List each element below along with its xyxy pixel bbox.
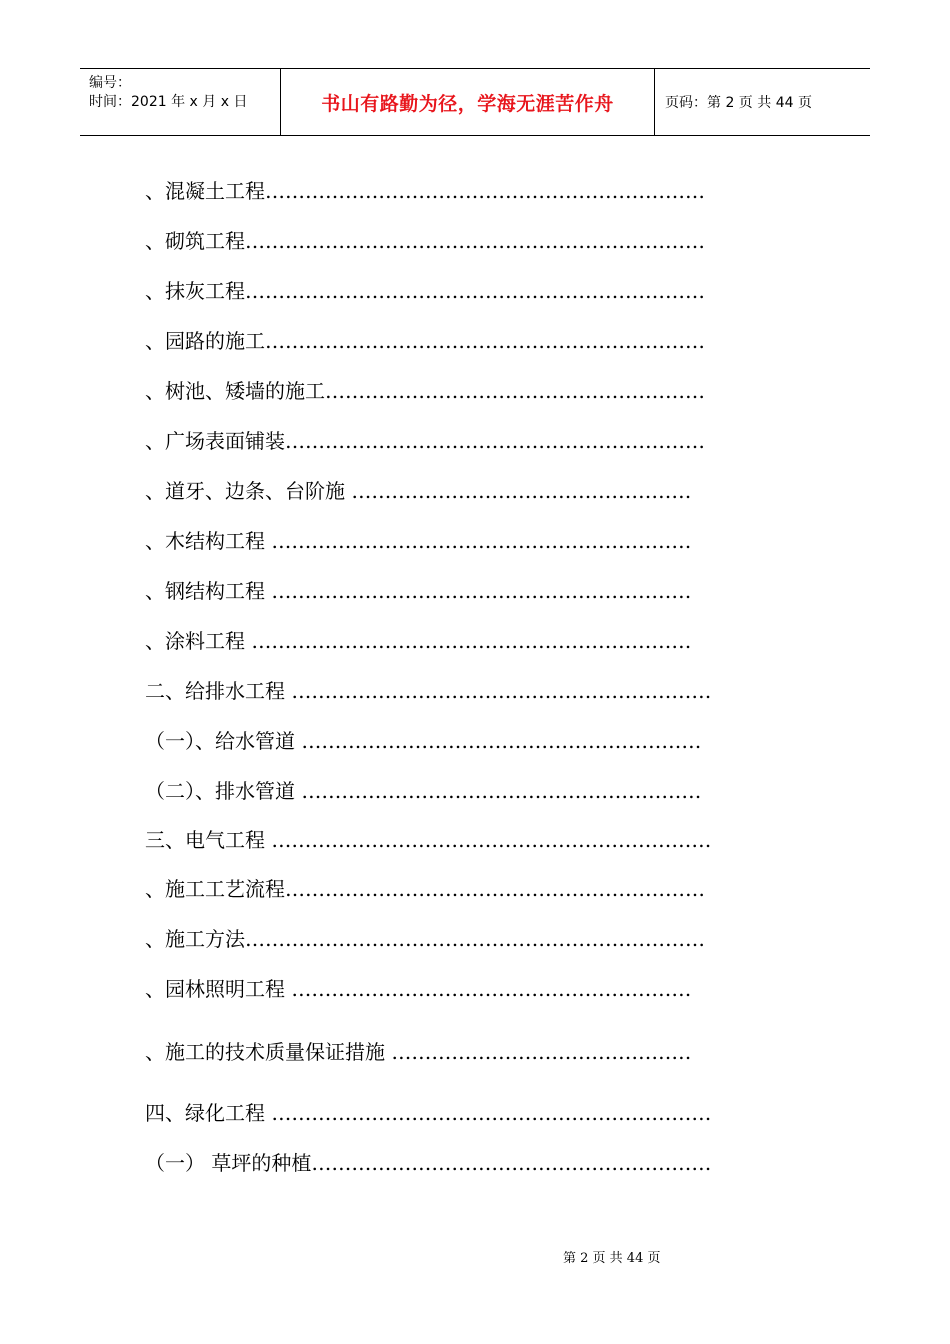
header-motto: 书山有路勤为径，学海无涯苦作舟 (281, 69, 655, 135)
toc-entry[interactable]: 、抹灰工程…………………………………………………………… (145, 279, 705, 303)
toc-entry[interactable]: 、施工的技术质量保证措施 ……………………………………… (145, 1040, 692, 1064)
toc-entry[interactable]: 、混凝土工程………………………………………………………… (145, 179, 705, 203)
document-number-label: 编号： (89, 75, 131, 91)
toc-entry[interactable]: 、道牙、边条、台阶施 …………………………………………… (145, 479, 692, 503)
toc-entry[interactable]: （一） 草坪的种植…………………………………………………… (145, 1151, 712, 1175)
toc-entry[interactable]: 四、绿化工程 ………………………………………………………… (145, 1101, 712, 1125)
toc-entry[interactable]: 、园路的施工………………………………………………………… (145, 329, 705, 353)
toc-entry[interactable]: 三、电气工程 ………………………………………………………… (145, 828, 712, 852)
page-header (80, 68, 870, 136)
toc-entry[interactable]: （一）、给水管道 …………………………………………………… (145, 729, 702, 753)
toc-entry[interactable]: （二）、排水管道 …………………………………………………… (145, 779, 702, 803)
toc-entry[interactable]: 、砌筑工程…………………………………………………………… (145, 229, 705, 253)
toc-entry[interactable]: 、钢结构工程 ……………………………………………………… (145, 579, 692, 603)
toc-entry[interactable]: 、园林照明工程 …………………………………………………… (145, 977, 692, 1001)
toc-entry[interactable]: 、涂料工程 ………………………………………………………… (145, 629, 692, 653)
toc-entry[interactable]: 、树池、矮墙的施工………………………………………………… (145, 379, 705, 403)
toc-entry[interactable]: 、木结构工程 ……………………………………………………… (145, 529, 692, 553)
toc-entry[interactable]: 、施工方法…………………………………………………………… (145, 927, 705, 951)
toc-entry[interactable]: 二、给排水工程 ……………………………………………………… (145, 679, 712, 703)
footer-page-number: 第 2 页 共 44 页 (563, 1251, 661, 1266)
toc-entry[interactable]: 、广场表面铺装……………………………………………………… (145, 429, 705, 453)
toc-entry[interactable]: 、施工工艺流程……………………………………………………… (145, 877, 705, 901)
header-page-code: 页码：第 2 页 共 44 页 (665, 95, 812, 111)
document-time-label: 时间：2021 年 x 月 x 日 (89, 94, 248, 110)
header-info-cell (80, 69, 281, 135)
